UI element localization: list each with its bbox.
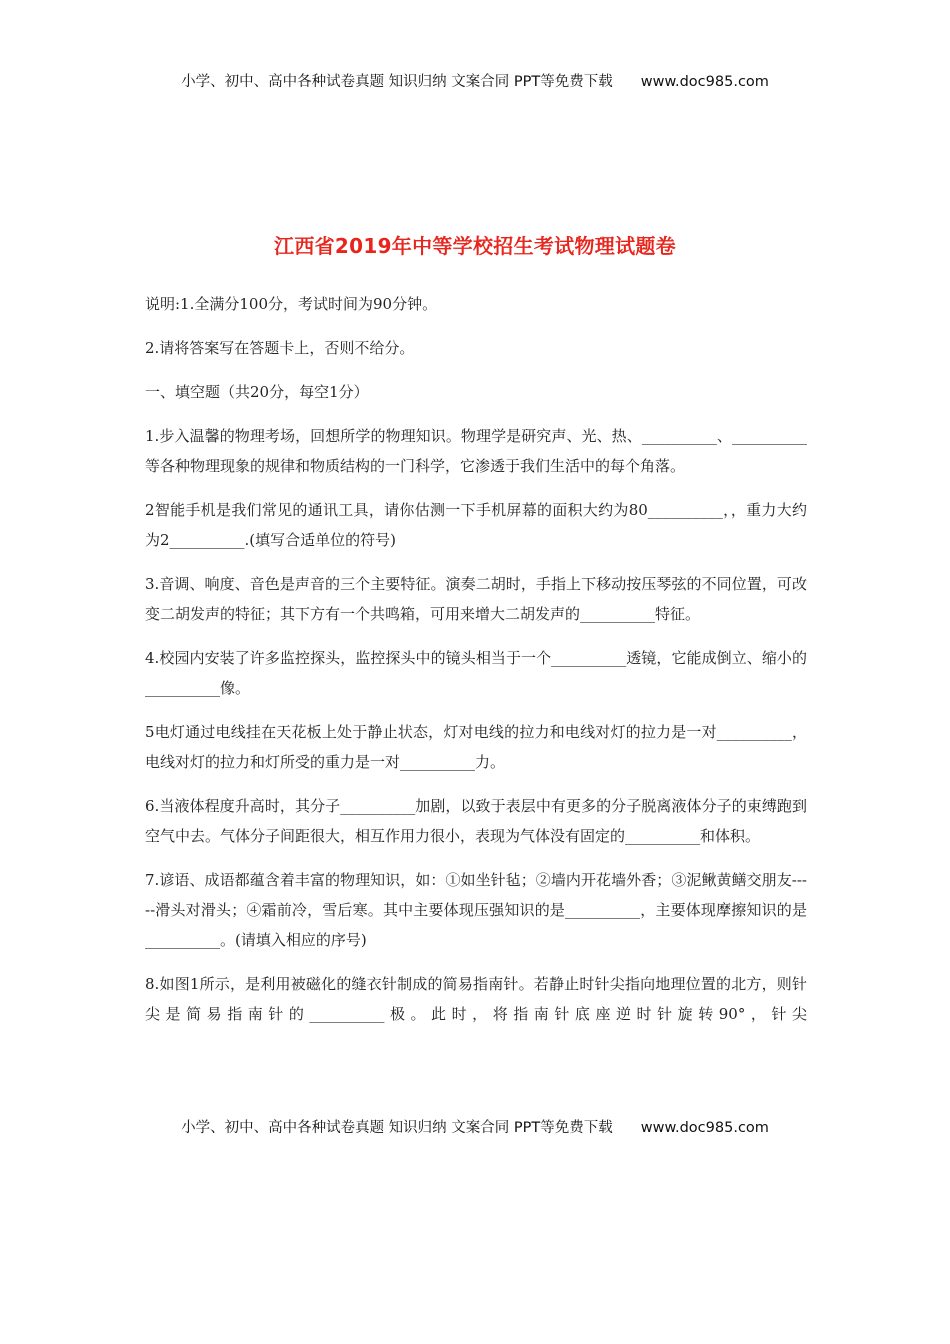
document-body xyxy=(145,289,807,1043)
question-2: 2智能手机是我们常见的通讯工具，请你估测一下手机屏幕的面积大约为80__________，，重力大约为2__________.(填写合适单位的符号) xyxy=(145,501,807,549)
page-header xyxy=(0,70,950,91)
question-8: 8.如图1所示，是利用被磁化的缝衣针制成的简易指南针。若静止时针尖指向地理位置的北方，则针尖是简易指南针的__________极。此时，将指南针底座逆时针旋转90°，针尖 xyxy=(145,975,807,1023)
page-title: 江西省2019年中等学校招生考试物理试题卷 xyxy=(274,234,676,258)
header-site-link[interactable]: www.doc985.com xyxy=(640,74,769,90)
header-text: 小学、初中、高中各种试卷真题 知识归纳 文案合同 PPT等免费下载 xyxy=(181,74,613,90)
question-1: 1.步入温馨的物理考场，回想所学的物理知识。物理学是研究声、光、热、__________、__________等各种物理现象的规律和物质结构的一门科学，它渗透于我们生活中的每个角落。 xyxy=(145,427,807,475)
question-6: 6.当液体程度升高时，其分子__________加剧，以致于表层中有更多的分子脱离液体分子的束缚跑到空气中去。气体分子间距很大，相互作用力很小，表现为气体没有固定的__________和体积。 xyxy=(145,797,807,845)
instruction-2: 2.请将答案写在答题卡上，否则不给分。 xyxy=(145,339,415,357)
question-4: 4.校园内安装了许多监控探头，监控探头中的镜头相当于一个__________透镜，它能成倒立、缩小的__________像。 xyxy=(145,649,807,697)
section-heading: 一、填空题（共20分，每空1分） xyxy=(145,383,369,401)
question-5: 5电灯通过电线挂在天花板上处于静止状态，灯对电线的拉力和电线对灯的拉力是一对__________，电线对灯的拉力和灯所受的重力是一对__________力。 xyxy=(145,723,807,771)
instruction-1: 说明:1.全满分100分，考试时间为90分钟。 xyxy=(145,295,438,313)
footer-text: 小学、初中、高中各种试卷真题 知识归纳 文案合同 PPT等免费下载 xyxy=(181,1120,613,1136)
page-footer xyxy=(0,1116,950,1137)
footer-site-link[interactable]: www.doc985.com xyxy=(640,1120,769,1136)
question-7: 7.谚语、成语都蕴含着丰富的物理知识，如：①如坐针毡；②墙内开花墙外香；③泥鳅黄鳝交朋友-----滑头对滑头；④霜前冷，雪后寒。其中主要体现压强知识的是__________，主要体现摩擦知识的是__________。(请填入相应的序号) xyxy=(145,871,807,949)
question-3: 3.音调、响度、音色是声音的三个主要特征。演奏二胡时，手指上下移动按压琴弦的不同位置，可改变二胡发声的特征；其下方有一个共鸣箱，可用来增大二胡发声的__________特征。 xyxy=(145,575,807,623)
